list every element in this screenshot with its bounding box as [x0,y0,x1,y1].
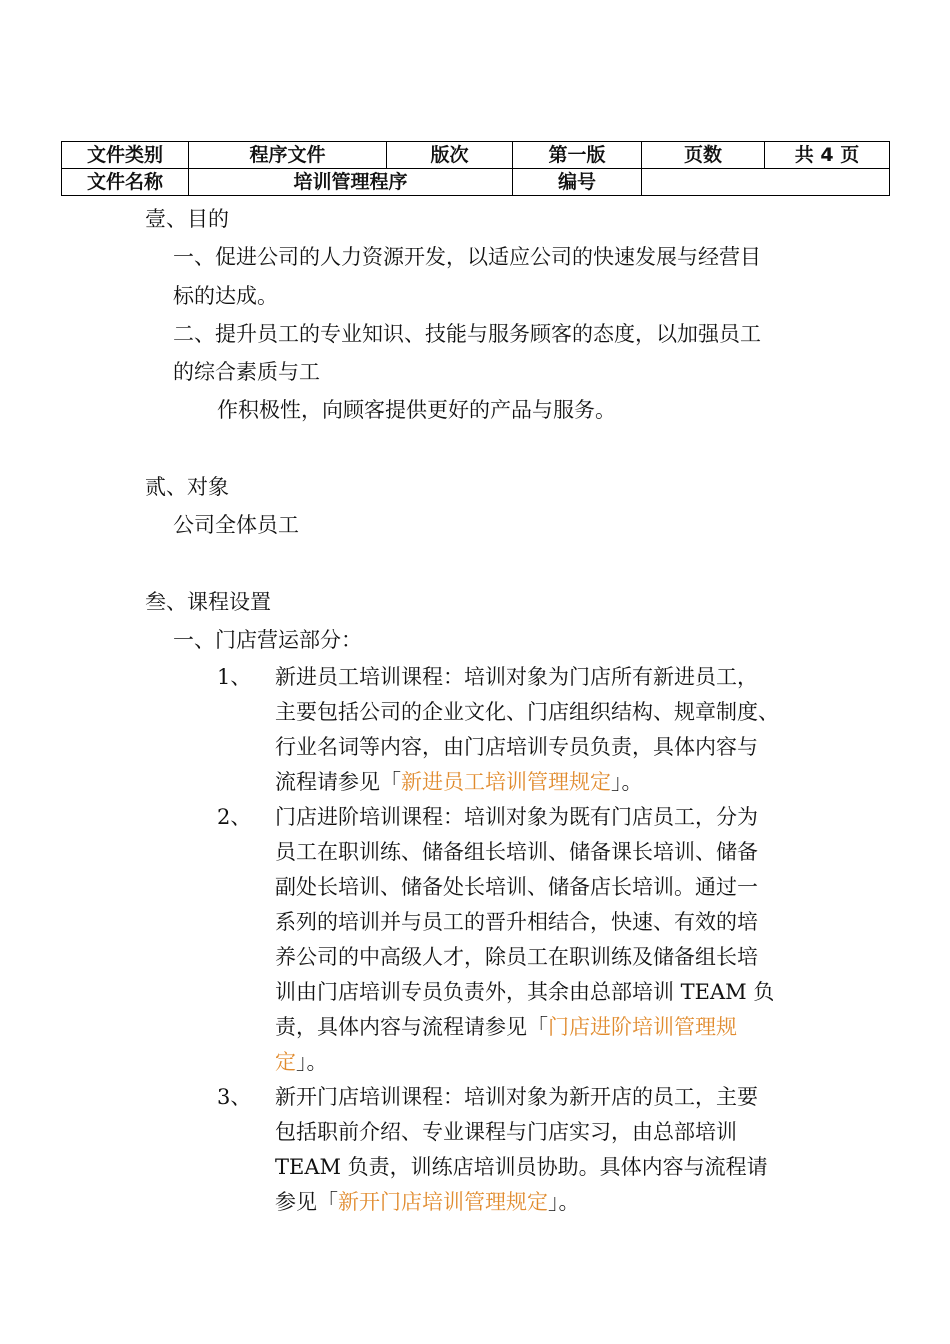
item-1-line4-suffix: 」。 [611,770,643,794]
item-2-line8 [275,1048,328,1076]
new-employee-training-rules-link[interactable]: 新进员工培训管理规定 [401,770,611,794]
section-2-title: 贰、对象 [145,475,229,499]
item-2-number: 2、 [217,805,252,829]
section-1-title: 壹、目的 [145,207,229,231]
store-advanced-training-rules-link-cont[interactable]: 定 [275,1050,296,1074]
item-2-line2: 员工在职训练、储备组长培训、储备课长培训、储备 [275,840,758,864]
name-value: 培训管理程序 [189,169,513,196]
store-advanced-training-rules-link[interactable]: 门店进阶培训管理规 [548,1015,737,1039]
item-2-line7 [275,1013,737,1041]
header-row-2 [62,169,890,196]
item-2-line4: 系列的培训并与员工的晋升相结合，快速、有效的培 [275,910,758,934]
pages-label: 页数 [642,142,765,169]
section-3-sub1: 一、门店营运部分： [173,628,362,652]
category-value: 程序文件 [189,142,387,169]
item-3-line2: 包括职前介绍、专业课程与门店实习，由总部培训 [275,1120,737,1144]
item-1-line3: 行业名词等内容，由门店培训专员负责，具体内容与 [275,735,758,759]
section-2-body: 公司全体员工 [173,513,299,537]
item-1-line1: 新进员工培训课程：培训对象为门店所有新进员工， [275,665,758,689]
item-3-number: 3、 [217,1085,252,1109]
item-1-number: 1、 [217,665,252,689]
number-value [642,169,890,196]
item-2-line1: 门店进阶培训课程：培训对象为既有门店员工，分为 [275,805,758,829]
pages-value: 共 4 页 [765,142,890,169]
item-3-line4 [275,1188,580,1216]
name-label: 文件名称 [62,169,189,196]
section-1-p2-line3: 作积极性，向顾客提供更好的产品与服务。 [217,398,616,422]
section-1-p1-line1: 一、促进公司的人力资源开发，以适应公司的快速发展与经营目 [173,245,761,269]
header-row-1 [62,142,890,169]
item-2-line3: 副处长培训、储备处长培训、储备店长培训。通过一 [275,875,758,899]
section-1-p1-line2: 标的达成。 [173,284,278,308]
item-1-line4-prefix: 流程请参见「 [275,770,401,794]
item-2-line7-prefix: 责，具体内容与流程请参见「 [275,1015,548,1039]
item-3-line3: TEAM 负责，训练店培训员协助。具体内容与流程请 [275,1155,768,1179]
version-label: 版次 [387,142,513,169]
item-1-line4 [275,768,643,796]
item-2-line8-suffix: 」。 [296,1050,328,1074]
item-2-line6: 训由门店培训专员负责外，其余由总部培训 TEAM 负 [275,980,775,1004]
item-3-line1: 新开门店培训课程：培训对象为新开店的员工，主要 [275,1085,758,1109]
version-value: 第一版 [513,142,642,169]
new-store-training-rules-link[interactable]: 新开门店培训管理规定 [338,1190,548,1214]
section-1-p2-line2: 的综合素质与工 [173,360,320,384]
item-1-line2: 主要包括公司的企业文化、门店组织结构、规章制度、 [275,700,779,724]
section-3-title: 叁、课程设置 [145,590,271,614]
document-header-table [61,141,890,196]
category-label: 文件类别 [62,142,189,169]
number-label: 编号 [513,169,642,196]
item-3-line4-suffix: 」。 [548,1190,580,1214]
item-3-line4-prefix: 参见「 [275,1190,338,1214]
item-2-line5: 养公司的中高级人才，除员工在职训练及储备组长培 [275,945,758,969]
section-1-p2-line1: 二、提升员工的专业知识、技能与服务顾客的态度，以加强员工 [173,322,761,346]
